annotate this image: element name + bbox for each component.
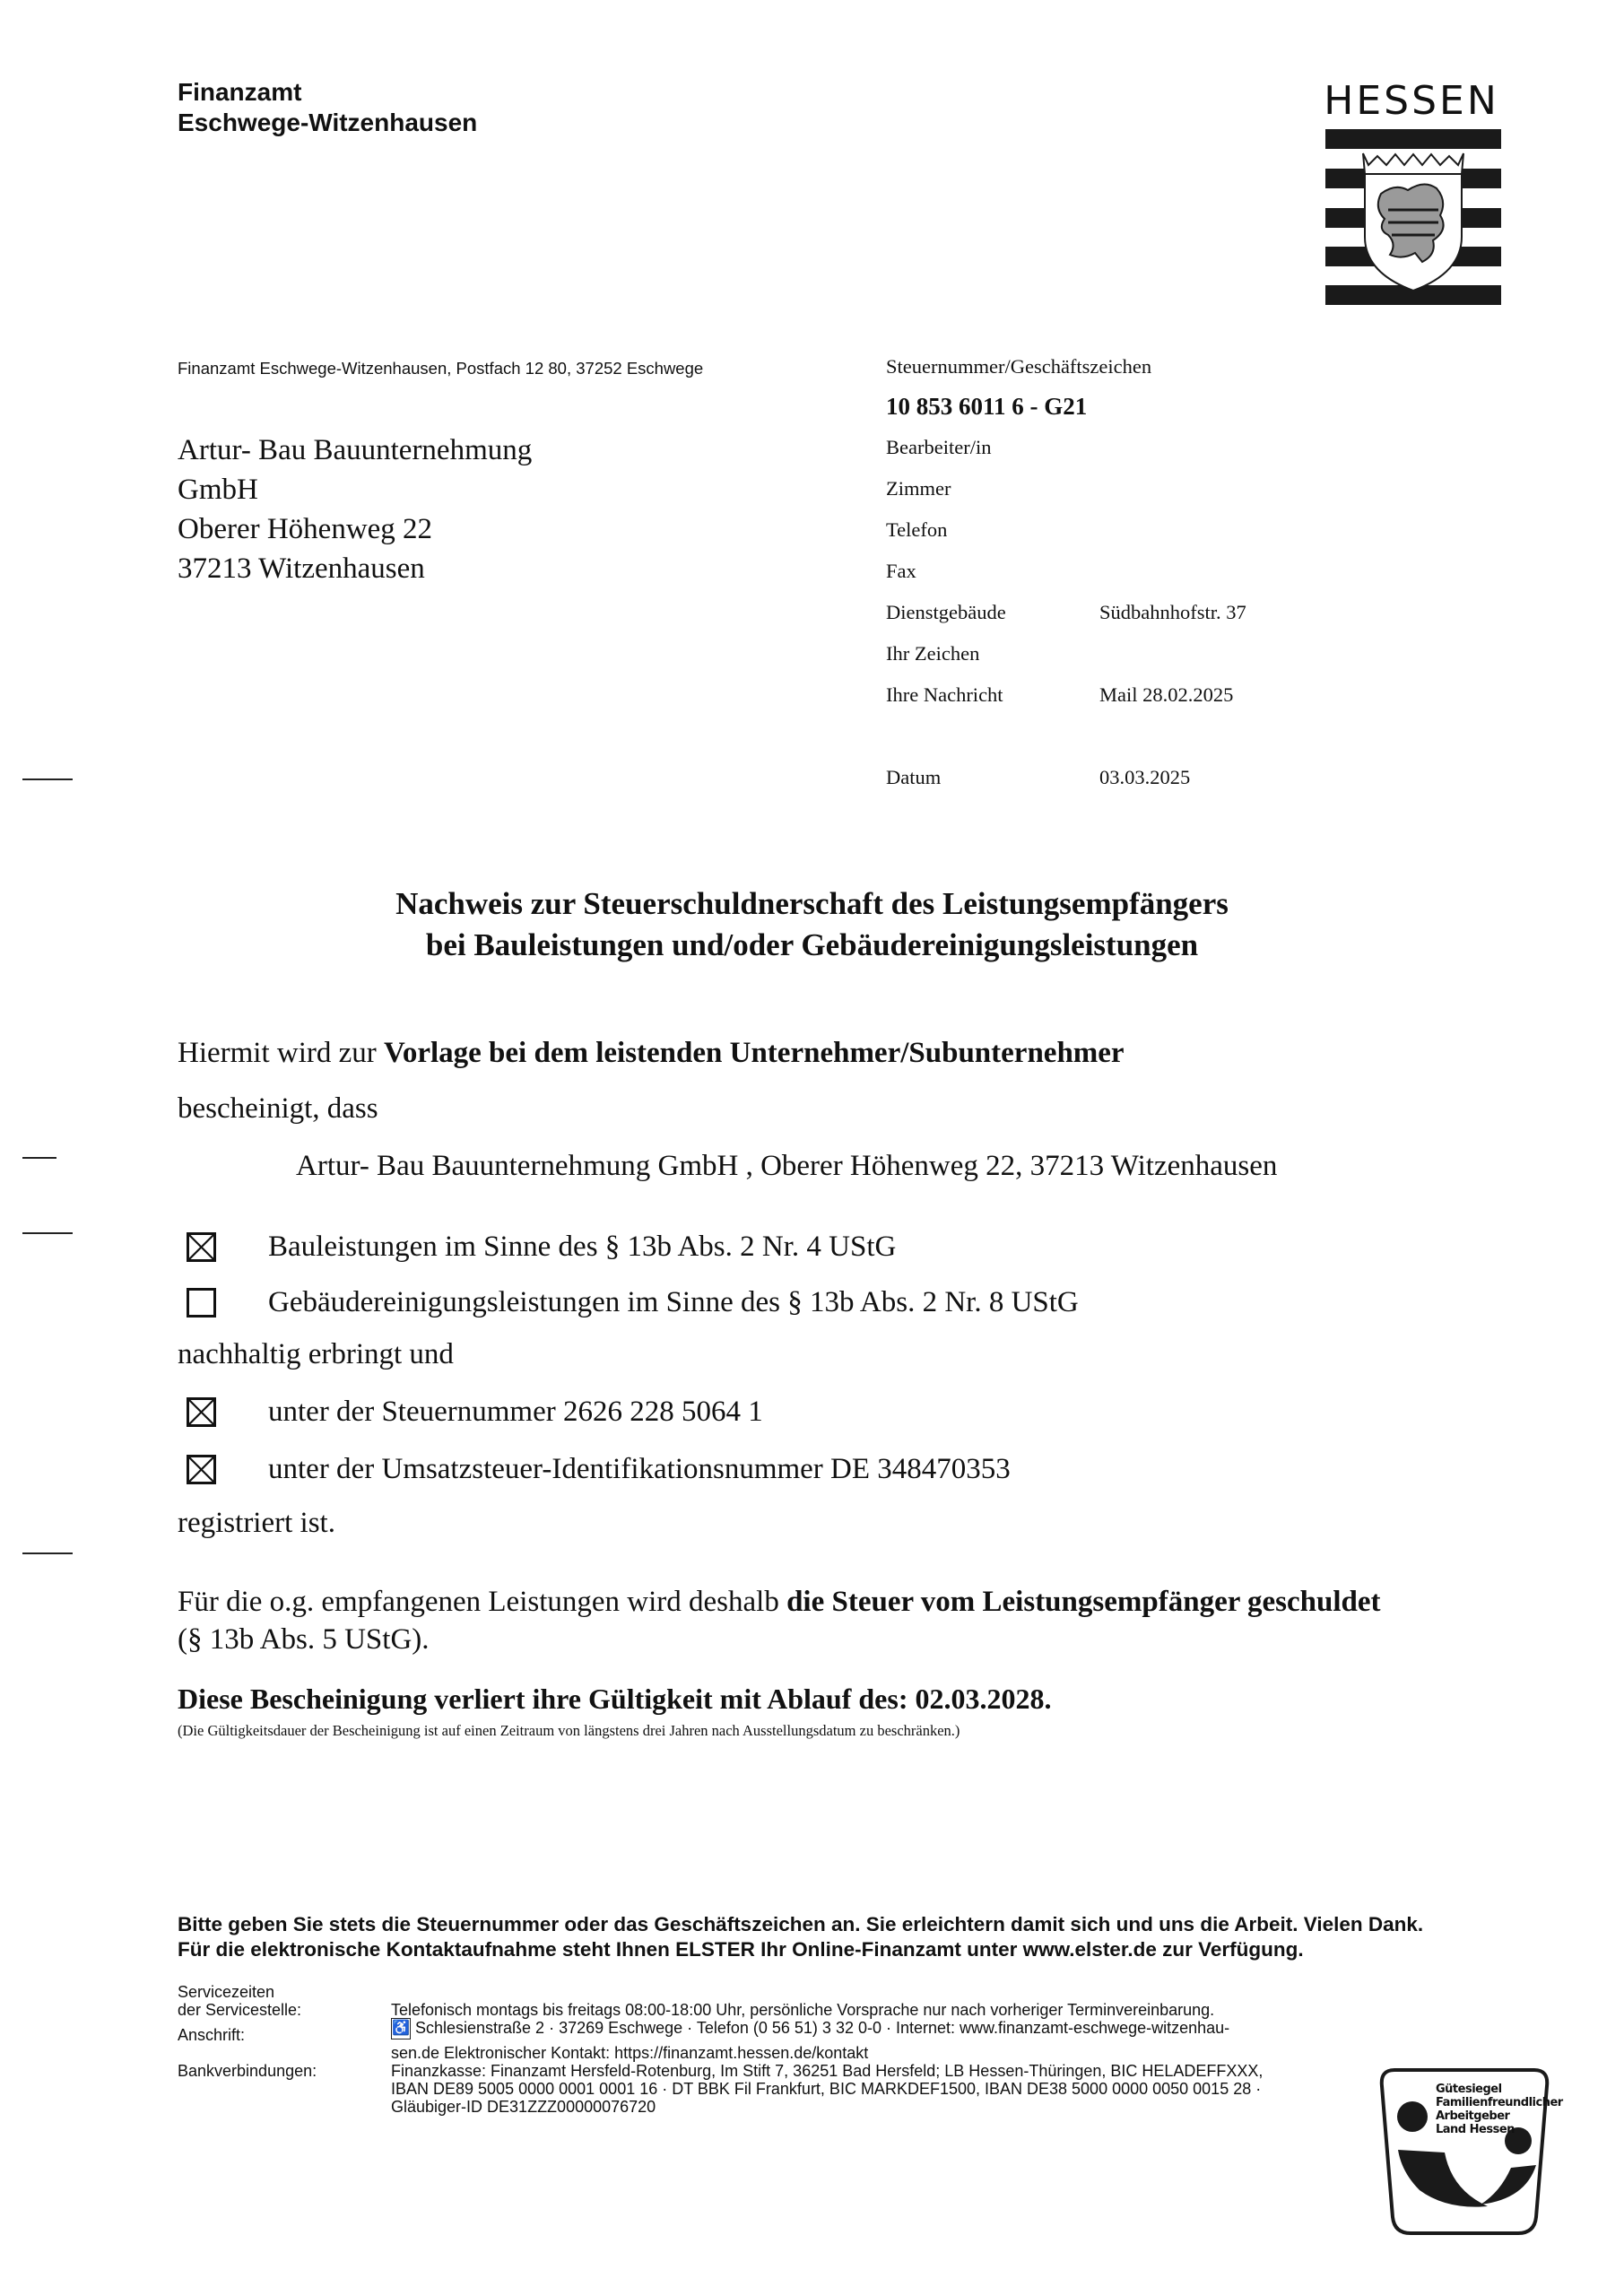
recipient-line: Oberer Höhenweg 22 <box>178 513 433 545</box>
fold-mark <box>22 1232 73 1234</box>
hessen-logo <box>1325 79 1505 305</box>
info-label: Dienstgebäude <box>886 601 1006 623</box>
info-value: Südbahnhofstr. 37 <box>1099 601 1246 623</box>
reference-number: 10 853 6011 6 - G21 <box>886 393 1088 420</box>
option-label: Gebäudereinigungsleistungen im Sinne des § 13b Abs. 2 Nr. 8 UStG <box>268 1286 1079 1318</box>
family-friendly-employer-seal <box>1375 2065 1563 2240</box>
info-value: Mail 28.02.2025 <box>1099 683 1234 706</box>
service-option-construction <box>187 1231 896 1264</box>
validity-note: (Die Gültigkeitsdauer der Bescheinigung ist auf einen Zeitraum von längstens drei Jahren nach Ausstellungsdatum zu beschränken.) <box>178 1722 960 1739</box>
info-row <box>886 518 1099 542</box>
checkbox-cleaning[interactable] <box>187 1288 216 1318</box>
checkbox-cross-icon <box>189 1457 213 1482</box>
checkbox-cross-icon <box>189 1235 213 1259</box>
bank-label: Bankverbindungen: <box>178 2062 317 2080</box>
office-name-line2: Eschwege-Witzenhausen <box>178 109 478 136</box>
footer-note-line1: Bitte geben Sie stets die Steuernummer oder das Geschäftszeichen an. Sie erleichtern damit sich und uns die Arbeit. Vielen Dank. <box>178 1913 1424 1935</box>
recipient-address <box>178 430 532 588</box>
office-name-line1: Finanzamt <box>178 78 302 106</box>
company-line: Artur- Bau Bauunternehmung GmbH , Oberer Höhenweg 22, 37213 Witzenhausen <box>296 1150 1278 1182</box>
title-line1: Nachweis zur Steuerschuldnerschaft des Leistungsempfängers <box>395 886 1229 921</box>
intro-line <box>178 1037 1125 1070</box>
checkbox-vat-id[interactable] <box>187 1455 216 1484</box>
liability-reference: (§ 13b Abs. 5 UStG). <box>178 1623 430 1656</box>
service-hours: Telefonisch montags bis freitags 08:00-18:00 Uhr, persönliche Vorsprache nur nach vorheriger Terminvereinbarung. <box>391 2001 1215 2019</box>
address-label: Anschrift: <box>178 2026 246 2044</box>
office-name <box>178 77 477 138</box>
registration-option-vat-id <box>187 1453 1011 1486</box>
date-value: 03.03.2025 <box>1099 766 1191 788</box>
footer-note <box>178 1912 1423 1962</box>
sustained-line: nachhaltig erbringt und <box>178 1338 454 1370</box>
intro-text: Hiermit wird zur <box>178 1037 385 1069</box>
creditor-id: Gläubiger-ID DE31ZZZ00000076720 <box>391 2098 656 2116</box>
validity-statement: Diese Bescheinigung verliert ihre Gültigkeit mit Ablauf des: 02.03.2028. <box>178 1683 1052 1715</box>
registration-option-tax-number <box>187 1396 763 1429</box>
info-label: Bearbeiter/in <box>886 436 992 458</box>
bank-line2: IBAN DE89 5005 0000 0001 0001 16 · DT BBK Fil Frankfurt, BIC MARKDEF1500, IBAN DE38 5000 0000 0050 0015 28 · <box>391 2080 1262 2098</box>
sender-return-address: Finanzamt Eschwege-Witzenhausen, Postfach 12 80, 37252 Eschwege <box>178 359 704 378</box>
intro-bold-text: Vorlage bei dem leistenden Unternehmer/Subunternehmer <box>384 1037 1125 1069</box>
wheelchair-icon: ♿ <box>391 2018 411 2039</box>
checkbox-tax-number[interactable] <box>187 1397 216 1427</box>
option-label: unter der Steuernummer 2626 228 5064 1 <box>268 1396 763 1428</box>
document-title <box>0 883 1624 966</box>
date-label: Datum <box>886 766 942 788</box>
info-row <box>886 683 1233 707</box>
info-row <box>886 477 1099 500</box>
date-row <box>886 766 1190 789</box>
option-label: unter der Umsatzsteuer-Identifikationsnummer DE 348470353 <box>268 1453 1011 1485</box>
hessen-coat-of-arms-icon <box>1325 129 1501 305</box>
liability-line <box>178 1586 1381 1619</box>
state-name: HESSEN <box>1324 78 1499 124</box>
seal-text <box>1436 2083 1563 2136</box>
recipient-line: 37213 Witzenhausen <box>178 552 425 585</box>
registered-line: registriert ist. <box>178 1507 335 1539</box>
option-label: Bauleistungen im Sinne des § 13b Abs. 2 Nr. 4 UStG <box>268 1231 897 1263</box>
bank-line1: Finanzkasse: Finanzamt Hersfeld-Rotenburg, Im Stift 7, 36251 Bad Hersfeld; LB Hessen-Thüringen, BIC HELADEFFXXX, <box>391 2062 1264 2080</box>
service-option-cleaning <box>187 1286 1079 1319</box>
seal-line: Land Hessen <box>1436 2123 1515 2136</box>
certified-line: bescheinigt, dass <box>178 1092 378 1125</box>
info-row <box>886 560 1099 583</box>
checkbox-construction[interactable] <box>187 1232 216 1262</box>
fold-mark <box>22 778 73 780</box>
liability-text: Für die o.g. empfangenen Leistungen wird deshalb <box>178 1586 787 1618</box>
info-label: Zimmer <box>886 477 951 500</box>
seal-line: Gütesiegel <box>1436 2083 1502 2096</box>
reference-label: Steuernummer/Geschäftszeichen <box>886 355 1152 378</box>
title-line2: bei Bauleistungen und/oder Gebäudereinigungsleistungen <box>425 927 1199 962</box>
service-label: der Servicestelle: <box>178 2001 302 2019</box>
service-label: Servicezeiten <box>178 1983 275 2001</box>
info-row <box>886 601 1246 624</box>
seal-line: Arbeitgeber <box>1436 2109 1510 2123</box>
address-line1: Schlesienstraße 2 · 37269 Eschwege · Telefon (0 56 51) 3 32 0-0 · Internet: www.finanzamt-eschwege-witzenhau- <box>415 2019 1230 2037</box>
address-value <box>391 2018 1229 2039</box>
info-label: Ihre Nachricht <box>886 683 1003 706</box>
info-label: Fax <box>886 560 916 582</box>
info-label: Telefon <box>886 518 948 541</box>
fold-mark <box>22 1552 73 1554</box>
footer-note-line2: Für die elektronische Kontaktaufnahme steht Ihnen ELSTER Ihr Online-Finanzamt unter www.elster.de zur Verfügung. <box>178 1938 1304 1961</box>
recipient-line: Artur- Bau Bauunternehmung <box>178 434 533 466</box>
info-label: Ihr Zeichen <box>886 642 980 665</box>
address-line2: sen.de Elektronischer Kontakt: https://finanzamt.hessen.de/kontakt <box>391 2044 869 2062</box>
recipient-line: GmbH <box>178 474 258 506</box>
info-row <box>886 642 1099 665</box>
info-row <box>886 436 1099 459</box>
liability-bold-text: die Steuer vom Leistungsempfänger geschuldet <box>786 1586 1381 1618</box>
checkbox-cross-icon <box>189 1400 213 1424</box>
seal-line: Familienfreundlicher <box>1436 2096 1563 2109</box>
punch-mark <box>22 1157 56 1159</box>
